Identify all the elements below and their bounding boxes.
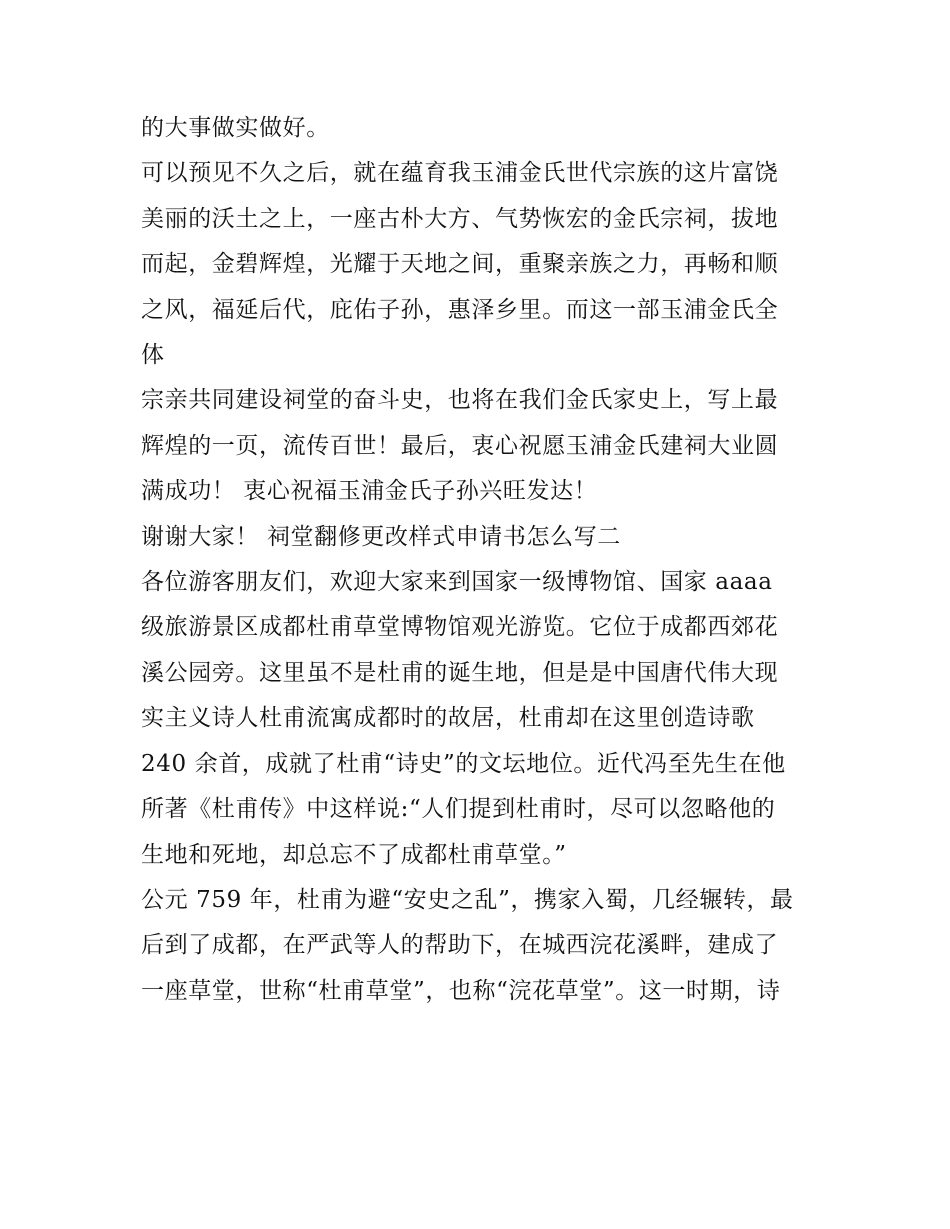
text-line: 宗亲共同建设祠堂的奋斗史，也将在我们金氏家史上，写上最: [141, 387, 779, 414]
document-body: [141, 106, 821, 1014]
text-line: 公元 759 年，杜甫为避“安史之乱”，携家入蜀，几经辗转，最: [141, 886, 794, 913]
text-line: 级旅游景区成都杜甫草堂博物馆观光游览。它位于成都西郊花: [141, 614, 779, 641]
text-line: 溪公园旁。这里虽不是杜甫的诞生地，但是是中国唐代伟大现: [141, 659, 779, 686]
text-line: 一座草堂，世称“杜甫草堂”，也称“浣花草堂”。这一时期，诗: [141, 977, 781, 1004]
text-line: 体: [141, 342, 165, 369]
section-heading-line: 谢谢大家！ 祠堂翻修更改样式申请书怎么写二: [141, 523, 621, 550]
text-line: 各位游客朋友们，欢迎大家来到国家一级博物馆、国家 aaaa: [141, 569, 773, 596]
text-line: 生地和死地，却总忘不了成都杜甫草堂。”: [141, 841, 567, 868]
text-line: 的大事做实做好。: [141, 115, 330, 141]
text-line: 美丽的沃土之上，一座古朴大方、气势恢宏的金氏宗祠，拔地: [141, 205, 779, 232]
text-line: 辉煌的一页，流传百世！最后，衷心祝愿玉浦金氏建祠大业圆: [141, 432, 779, 459]
text-line: 实主义诗人杜甫流寓成都时的故居，杜甫却在这里创造诗歌: [141, 705, 755, 732]
text-line: 而起，金碧辉煌，光耀于天地之间，重聚亲族之力，再畅和顺: [141, 251, 779, 278]
text-line: 所著《杜甫传》中这样说:“人们提到杜甫时，尽可以忽略他的: [141, 796, 776, 823]
text-line: 240 余首，成就了杜甫“诗史”的文坛地位。近代冯至先生在他: [141, 750, 786, 777]
text-line: 可以预见不久之后，就在蕴育我玉浦金氏世代宗族的这片富饶: [141, 160, 779, 187]
text-line: 之风，福延后代，庇佑子孙，惠泽乡里。而这一部玉浦金氏全: [141, 296, 779, 323]
text-line: 后到了成都，在严武等人的帮助下，在城西浣花溪畔，建成了: [141, 932, 779, 959]
text-line: 满成功！ 衷心祝福玉浦金氏子孙兴旺发达！: [141, 478, 598, 505]
